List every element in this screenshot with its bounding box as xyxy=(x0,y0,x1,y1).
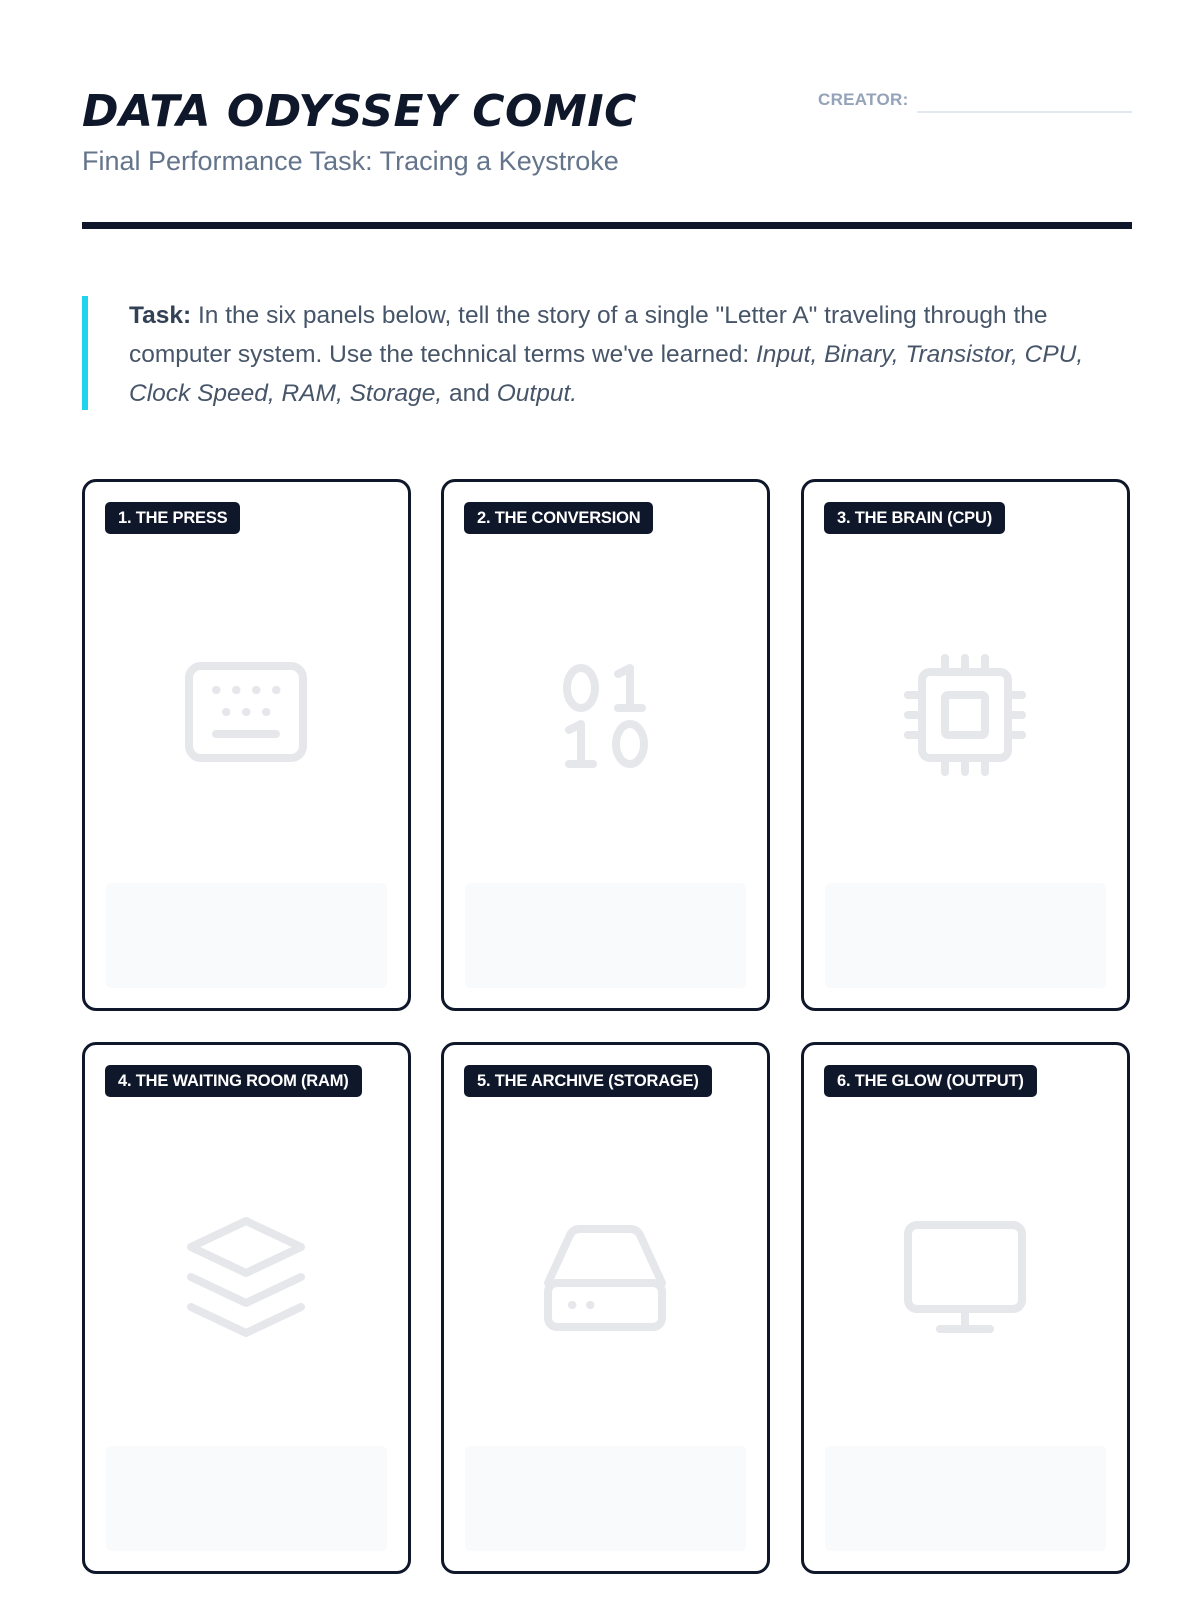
task-intro-text: In the six panels below, tell the story of a single "Letter A" traveling through the computer system. Use the technical terms we've learned: xyxy=(129,302,1048,368)
task-instructions xyxy=(82,296,1132,410)
panel-tag: 5. THE ARCHIVE (STORAGE) xyxy=(464,1065,712,1097)
panel-tag: 2. THE CONVERSION xyxy=(464,502,653,534)
binary-icon xyxy=(540,650,670,780)
panel-tag: 3. THE BRAIN (CPU) xyxy=(824,502,1005,534)
panel-caption-box[interactable] xyxy=(465,883,746,988)
hard-drive-icon xyxy=(540,1213,670,1343)
page-subtitle: Final Performance Task: Tracing a Keystroke xyxy=(82,146,619,176)
panel-caption-box[interactable] xyxy=(106,883,387,988)
page-title: DATA ODYSSEY COMIC xyxy=(82,86,637,137)
task-joiner: and xyxy=(449,380,490,407)
task-label: Task: xyxy=(129,302,192,329)
monitor-icon xyxy=(900,1213,1030,1343)
comic-panel-5[interactable] xyxy=(441,1042,770,1574)
comic-panel-1[interactable] xyxy=(82,479,411,1011)
panel-tag: 6. THE GLOW (OUTPUT) xyxy=(824,1065,1037,1097)
creator-label: CREATOR: xyxy=(818,90,909,109)
panel-caption-box[interactable] xyxy=(465,1446,746,1551)
comic-panel-2[interactable] xyxy=(441,479,770,1011)
panel-tag: 1. THE PRESS xyxy=(105,502,240,534)
panel-caption-box[interactable] xyxy=(825,1446,1106,1551)
comic-panel-6[interactable] xyxy=(801,1042,1130,1574)
creator-field[interactable] xyxy=(818,84,1132,114)
cpu-chip-icon xyxy=(900,650,1030,780)
comic-panel-4[interactable] xyxy=(82,1042,411,1574)
header-divider xyxy=(82,222,1132,229)
creator-input-line[interactable] xyxy=(917,111,1132,113)
panel-caption-box[interactable] xyxy=(106,1446,387,1551)
keyboard-icon xyxy=(181,650,311,780)
panel-tag: 4. THE WAITING ROOM (RAM) xyxy=(105,1065,362,1097)
stacked-layers-icon xyxy=(181,1213,311,1343)
task-terms-list: Input, Binary, Transistor, CPU, Clock Speed, RAM, Storage, xyxy=(129,341,1084,407)
task-last-term: Output. xyxy=(496,380,578,407)
comic-panel-3[interactable] xyxy=(801,479,1130,1011)
panel-caption-box[interactable] xyxy=(825,883,1106,988)
